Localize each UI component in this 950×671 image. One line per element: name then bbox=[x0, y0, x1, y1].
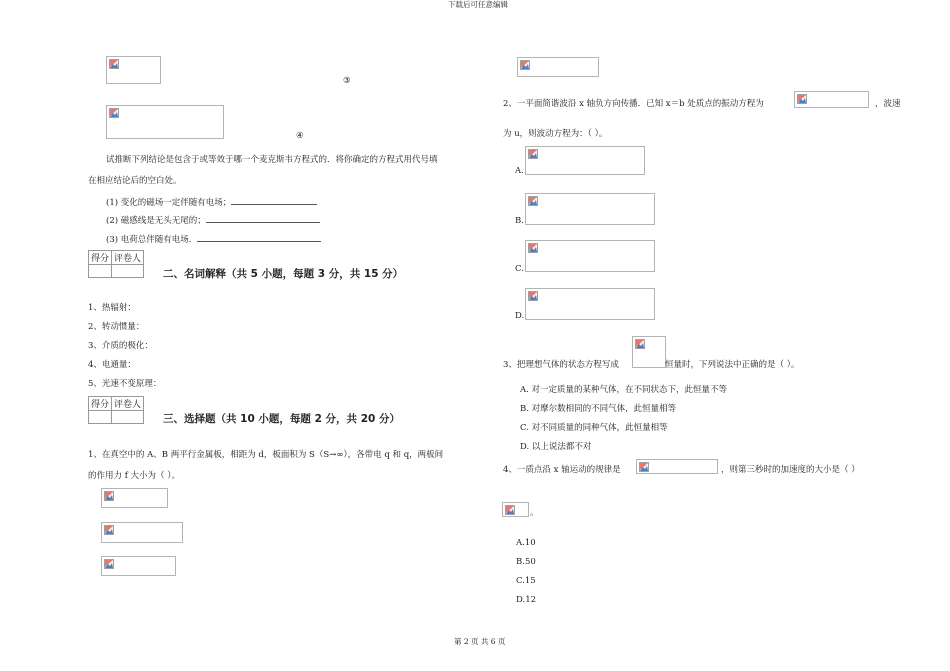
option-b-label: B. bbox=[515, 216, 524, 226]
equation-mark-4: ④ bbox=[296, 131, 304, 141]
formula-image bbox=[106, 56, 161, 84]
term-5: 5、光速不变原理： bbox=[88, 379, 162, 389]
grader-cell bbox=[112, 411, 144, 424]
score-box bbox=[88, 250, 144, 278]
option-image-b[interactable] bbox=[101, 522, 183, 543]
vibration-equation-image bbox=[794, 91, 869, 108]
intro-text-cont: 在相应结论后的空白处。 bbox=[88, 176, 182, 186]
conclusion-3 bbox=[106, 233, 321, 246]
q3-option-d[interactable]: D. 以上说法都不对 bbox=[520, 442, 592, 452]
broken-image-icon bbox=[109, 108, 119, 118]
option-image-c[interactable] bbox=[101, 556, 176, 576]
equation-mark-3: ③ bbox=[343, 76, 351, 86]
broken-image-icon bbox=[528, 196, 538, 206]
term-2: 2、转动惯量： bbox=[88, 322, 145, 332]
q4-option-a[interactable]: A.10 bbox=[516, 538, 536, 548]
state-equation-image bbox=[632, 336, 666, 368]
q3-option-c[interactable]: C. 对不同质量的同种气体，此恒量相等 bbox=[520, 423, 668, 433]
option-a-label: A. bbox=[515, 166, 524, 176]
broken-image-icon bbox=[528, 291, 538, 301]
question-1-cont: 的作用力 f 大小为（ ）。 bbox=[88, 471, 181, 481]
option-d-label: D. bbox=[515, 311, 525, 321]
option-image-a[interactable] bbox=[101, 488, 168, 508]
term-3: 3、介质的极化： bbox=[88, 341, 153, 351]
intro-text: 试推断下列结论是包含于或等效于哪一个麦克斯韦方程式的．将你确定的方程式用代号填 bbox=[106, 155, 438, 165]
term-1: 1、热辐射： bbox=[88, 303, 136, 313]
broken-image-icon bbox=[505, 505, 515, 515]
option-c-label: C. bbox=[515, 264, 524, 274]
conclusion-label: (1) 变化的磁场一定伴随有电场； bbox=[106, 198, 232, 208]
term-4: 4、电通量： bbox=[88, 360, 136, 370]
broken-image-icon bbox=[104, 525, 114, 535]
conclusion-label: (2) 磁感线是无头无尾的； bbox=[106, 216, 206, 226]
q3-option-b[interactable]: B. 对摩尔数相同的不同气体，此恒量相等 bbox=[520, 404, 677, 414]
broken-image-icon bbox=[635, 339, 645, 349]
question-4-suffix: ，则第三秒时的加速度的大小是（ ） bbox=[721, 465, 860, 475]
broken-image-icon bbox=[528, 243, 538, 253]
broken-image-icon bbox=[797, 94, 807, 104]
question-3-suffix: 恒量时，下列说法中正确的是（ ）。 bbox=[665, 360, 800, 370]
option-a-image[interactable] bbox=[525, 146, 645, 175]
broken-image-icon bbox=[104, 491, 114, 501]
conclusion-1 bbox=[106, 196, 317, 209]
grader-label: 评卷人 bbox=[112, 251, 144, 265]
score-cell bbox=[89, 265, 112, 278]
answer-blank[interactable] bbox=[231, 196, 317, 205]
motion-law-image bbox=[636, 459, 718, 474]
broken-image-icon bbox=[104, 559, 114, 569]
question-1: 1、在真空中的 A、B 两平行金属板，相距为 d，板面积为 S（S→∞），各带电 q 和 q，两板间 bbox=[88, 450, 444, 460]
score-label: 得分 bbox=[89, 251, 112, 265]
conclusion-label: (3) 电荷总伴随有电场． bbox=[106, 235, 198, 245]
score-label: 得分 bbox=[89, 397, 112, 411]
option-d-image[interactable] bbox=[525, 288, 655, 320]
q3-option-a[interactable]: A. 对一定质量的某种气体，在不同状态下，此恒量不等 bbox=[520, 385, 728, 395]
question-3: 3、把理想气体的状态方程写成 bbox=[503, 360, 619, 370]
q4-option-c[interactable]: C.15 bbox=[516, 576, 536, 586]
formula-image bbox=[106, 105, 224, 139]
option-c-image[interactable] bbox=[525, 240, 655, 272]
score-cell bbox=[89, 411, 112, 424]
grader-cell bbox=[112, 265, 144, 278]
formula-image bbox=[502, 502, 529, 517]
grader-label: 评卷人 bbox=[112, 397, 144, 411]
broken-image-icon bbox=[520, 60, 530, 70]
q4-option-d[interactable]: D.12 bbox=[516, 595, 537, 605]
formula-image bbox=[517, 57, 599, 77]
answer-blank[interactable] bbox=[197, 233, 321, 242]
score-box bbox=[88, 396, 144, 424]
page-footer: 第 2 页 共 6 页 bbox=[454, 637, 506, 646]
section-3-title: 三、选择题（共 10 小题，每题 2 分，共 20 分） bbox=[163, 413, 400, 425]
question-4: 4、一质点沿 x 轴运动的规律是 bbox=[503, 465, 621, 475]
broken-image-icon bbox=[639, 462, 649, 472]
broken-image-icon bbox=[528, 149, 538, 159]
question-2-cont: 为 u，则波动方程为：（ ）。 bbox=[503, 129, 608, 139]
broken-image-icon bbox=[109, 59, 119, 69]
answer-blank[interactable] bbox=[206, 214, 320, 223]
conclusion-2 bbox=[106, 214, 320, 227]
option-b-image[interactable] bbox=[525, 193, 655, 225]
q4-option-b[interactable]: B.50 bbox=[516, 557, 536, 567]
period-mark: 。 bbox=[530, 508, 539, 518]
header-note: 下载后可任意编辑 bbox=[448, 0, 508, 9]
question-2-suffix: ，波速 bbox=[875, 99, 901, 109]
section-2-title: 二、名词解释（共 5 小题，每题 3 分，共 15 分） bbox=[163, 268, 404, 280]
question-2: 2、一平面简谐波沿 x 轴负方向传播．已知 x＝b 处质点的振动方程为 bbox=[503, 99, 764, 109]
